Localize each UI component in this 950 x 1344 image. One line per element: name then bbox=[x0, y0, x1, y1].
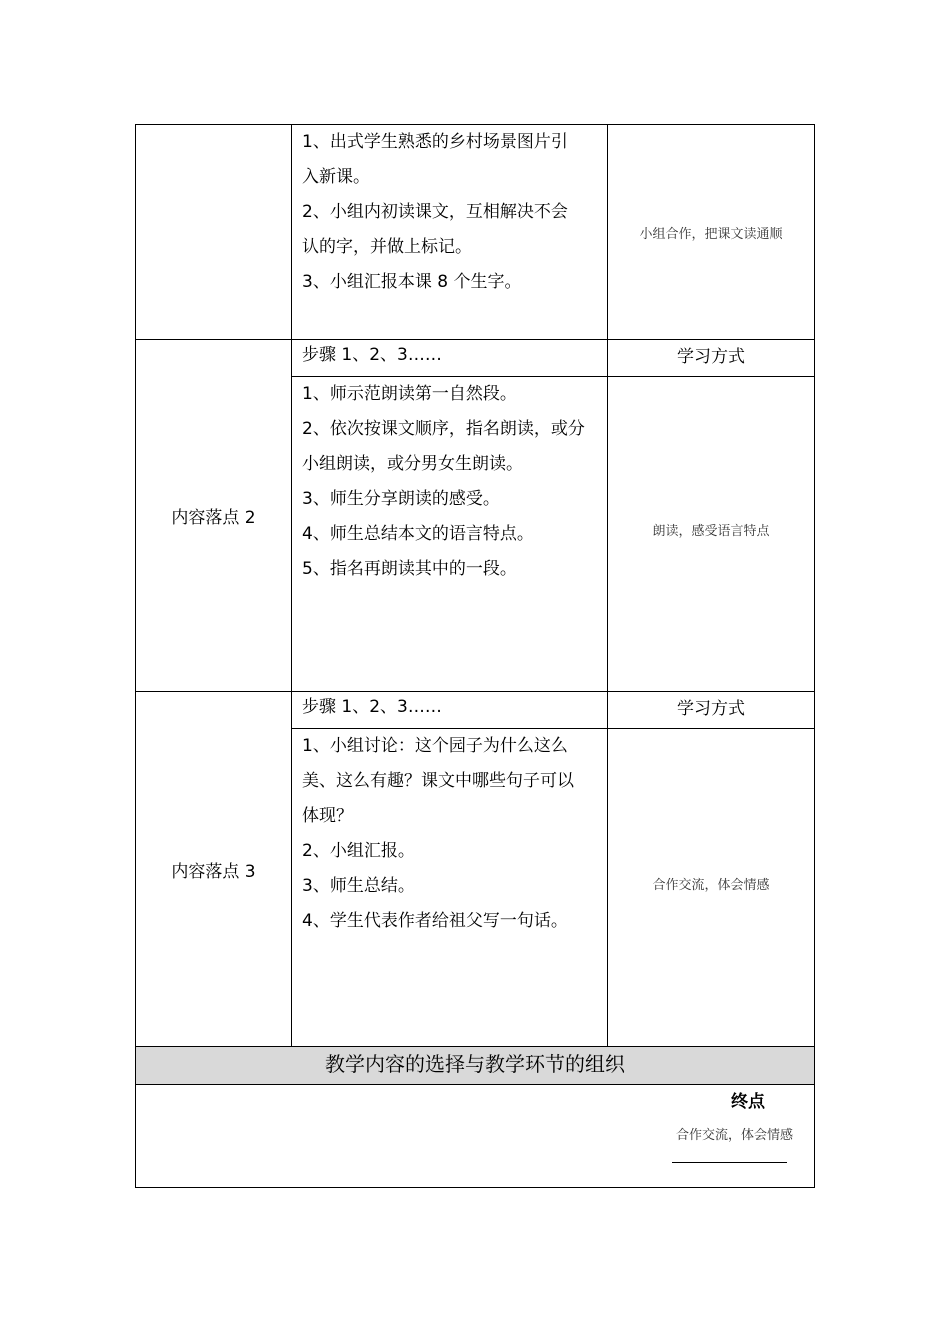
section1-steps bbox=[292, 125, 607, 339]
step-line: 3、小组汇报本课 8 个生字。 bbox=[302, 272, 522, 292]
row-divider-4 bbox=[136, 1084, 814, 1085]
step-line: 小组朗读，或分男女生朗读。 bbox=[302, 454, 523, 474]
step-line: 美、这么有趣？课文中哪些句子可以 bbox=[302, 771, 574, 791]
section2-steps bbox=[292, 377, 607, 691]
section3-steps bbox=[292, 729, 607, 1046]
step-line: 2、小组内初读课文，互相解决不会 bbox=[302, 202, 568, 222]
step-line: 1、小组讨论：这个园子为什么这么 bbox=[302, 736, 568, 756]
step-line: 入新课。 bbox=[302, 167, 370, 187]
section2-label: 内容落点 2 bbox=[171, 508, 256, 528]
step-line: 2、依次按课文顺序，指名朗读，或分 bbox=[302, 419, 585, 439]
step-line: 4、师生总结本文的语言特点。 bbox=[302, 524, 534, 544]
step-line: 4、学生代表作者给祖父写一句话。 bbox=[302, 911, 568, 931]
step-line: 1、师示范朗读第一自然段。 bbox=[302, 384, 517, 404]
end-underline bbox=[672, 1162, 787, 1163]
step-line: 2、小组汇报。 bbox=[302, 841, 415, 861]
step-line: 3、师生分享朗读的感受。 bbox=[302, 489, 500, 509]
end-note: 合作交流，体会情感 bbox=[676, 1128, 794, 1143]
end-title: 终点 bbox=[731, 1092, 765, 1112]
lesson-plan-table bbox=[135, 124, 815, 1188]
section1-method: 小组合作，把课文读通顺 bbox=[639, 226, 783, 242]
section3-method-header: 学习方式 bbox=[677, 698, 745, 719]
step-line: 5、指名再朗读其中的一段。 bbox=[302, 559, 517, 579]
section3-label: 内容落点 3 bbox=[171, 861, 256, 882]
summary-title: 教学内容的选择与教学环节的组织 bbox=[136, 1047, 814, 1084]
section2-steps-header: 步骤 1、2、3…… bbox=[302, 345, 442, 365]
section2-method: 朗读，感受语言特点 bbox=[652, 523, 770, 539]
step-line: 认的字，并做上标记。 bbox=[302, 237, 472, 257]
step-line: 体现？ bbox=[302, 806, 353, 826]
section3-method: 合作交流，体会情感 bbox=[652, 877, 770, 893]
section3-steps-header: 步骤 1、2、3…… bbox=[302, 697, 442, 717]
step-line: 3、师生总结。 bbox=[302, 876, 415, 896]
section2-method-header: 学习方式 bbox=[677, 346, 745, 367]
step-line: 1、出式学生熟悉的乡村场景图片引 bbox=[302, 132, 568, 152]
